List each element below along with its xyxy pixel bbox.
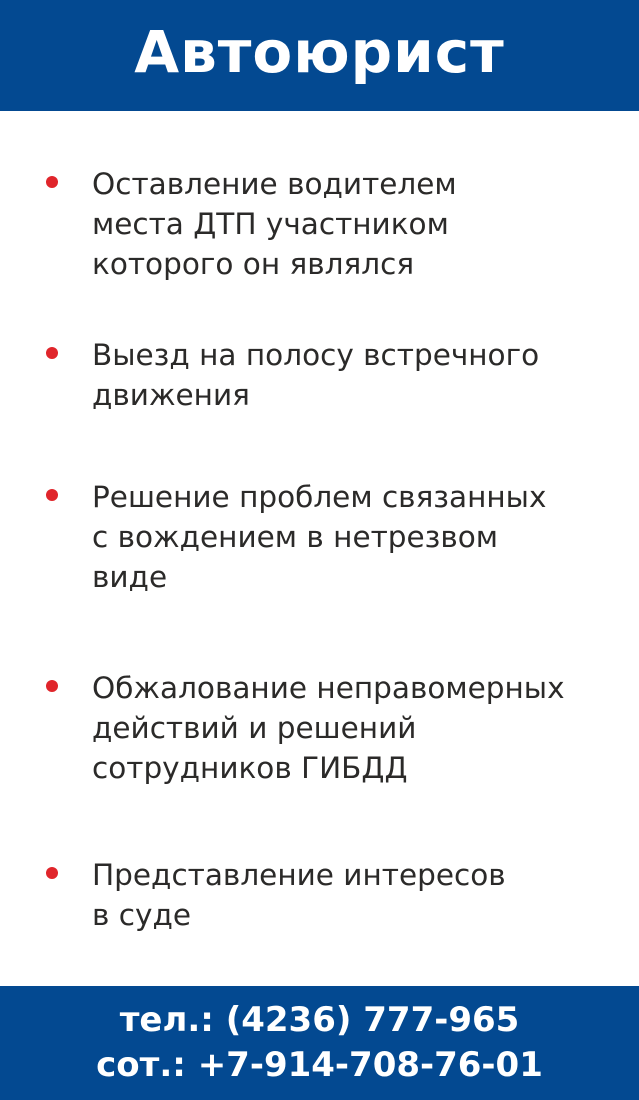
mobile-number[interactable]: сот.: +7-914-708-76-01	[96, 1045, 543, 1085]
bullet-dot-icon	[46, 867, 58, 879]
service-text: Выезд на полосу встречного движения	[92, 338, 540, 412]
contact-footer	[0, 986, 639, 1100]
service-text: Обжалование неправомерных действий и решений сотрудников ГИБДД	[92, 671, 565, 785]
bullet-dot-icon	[46, 176, 58, 188]
service-text: Представление интересов в суде	[92, 858, 506, 932]
bullet-dot-icon	[46, 680, 58, 692]
service-text: Решение проблем связанных с вождением в нетрезвом виде	[92, 480, 547, 594]
bullet-dot-icon	[46, 347, 58, 359]
phone-number[interactable]: тел.: (4236) 777-965	[119, 1000, 520, 1040]
header-banner	[0, 0, 639, 111]
page-title: Автоюрист	[134, 17, 505, 86]
bullet-dot-icon	[46, 489, 58, 501]
service-text: Оставление водителем места ДТП участником которого он являлся	[92, 167, 457, 281]
